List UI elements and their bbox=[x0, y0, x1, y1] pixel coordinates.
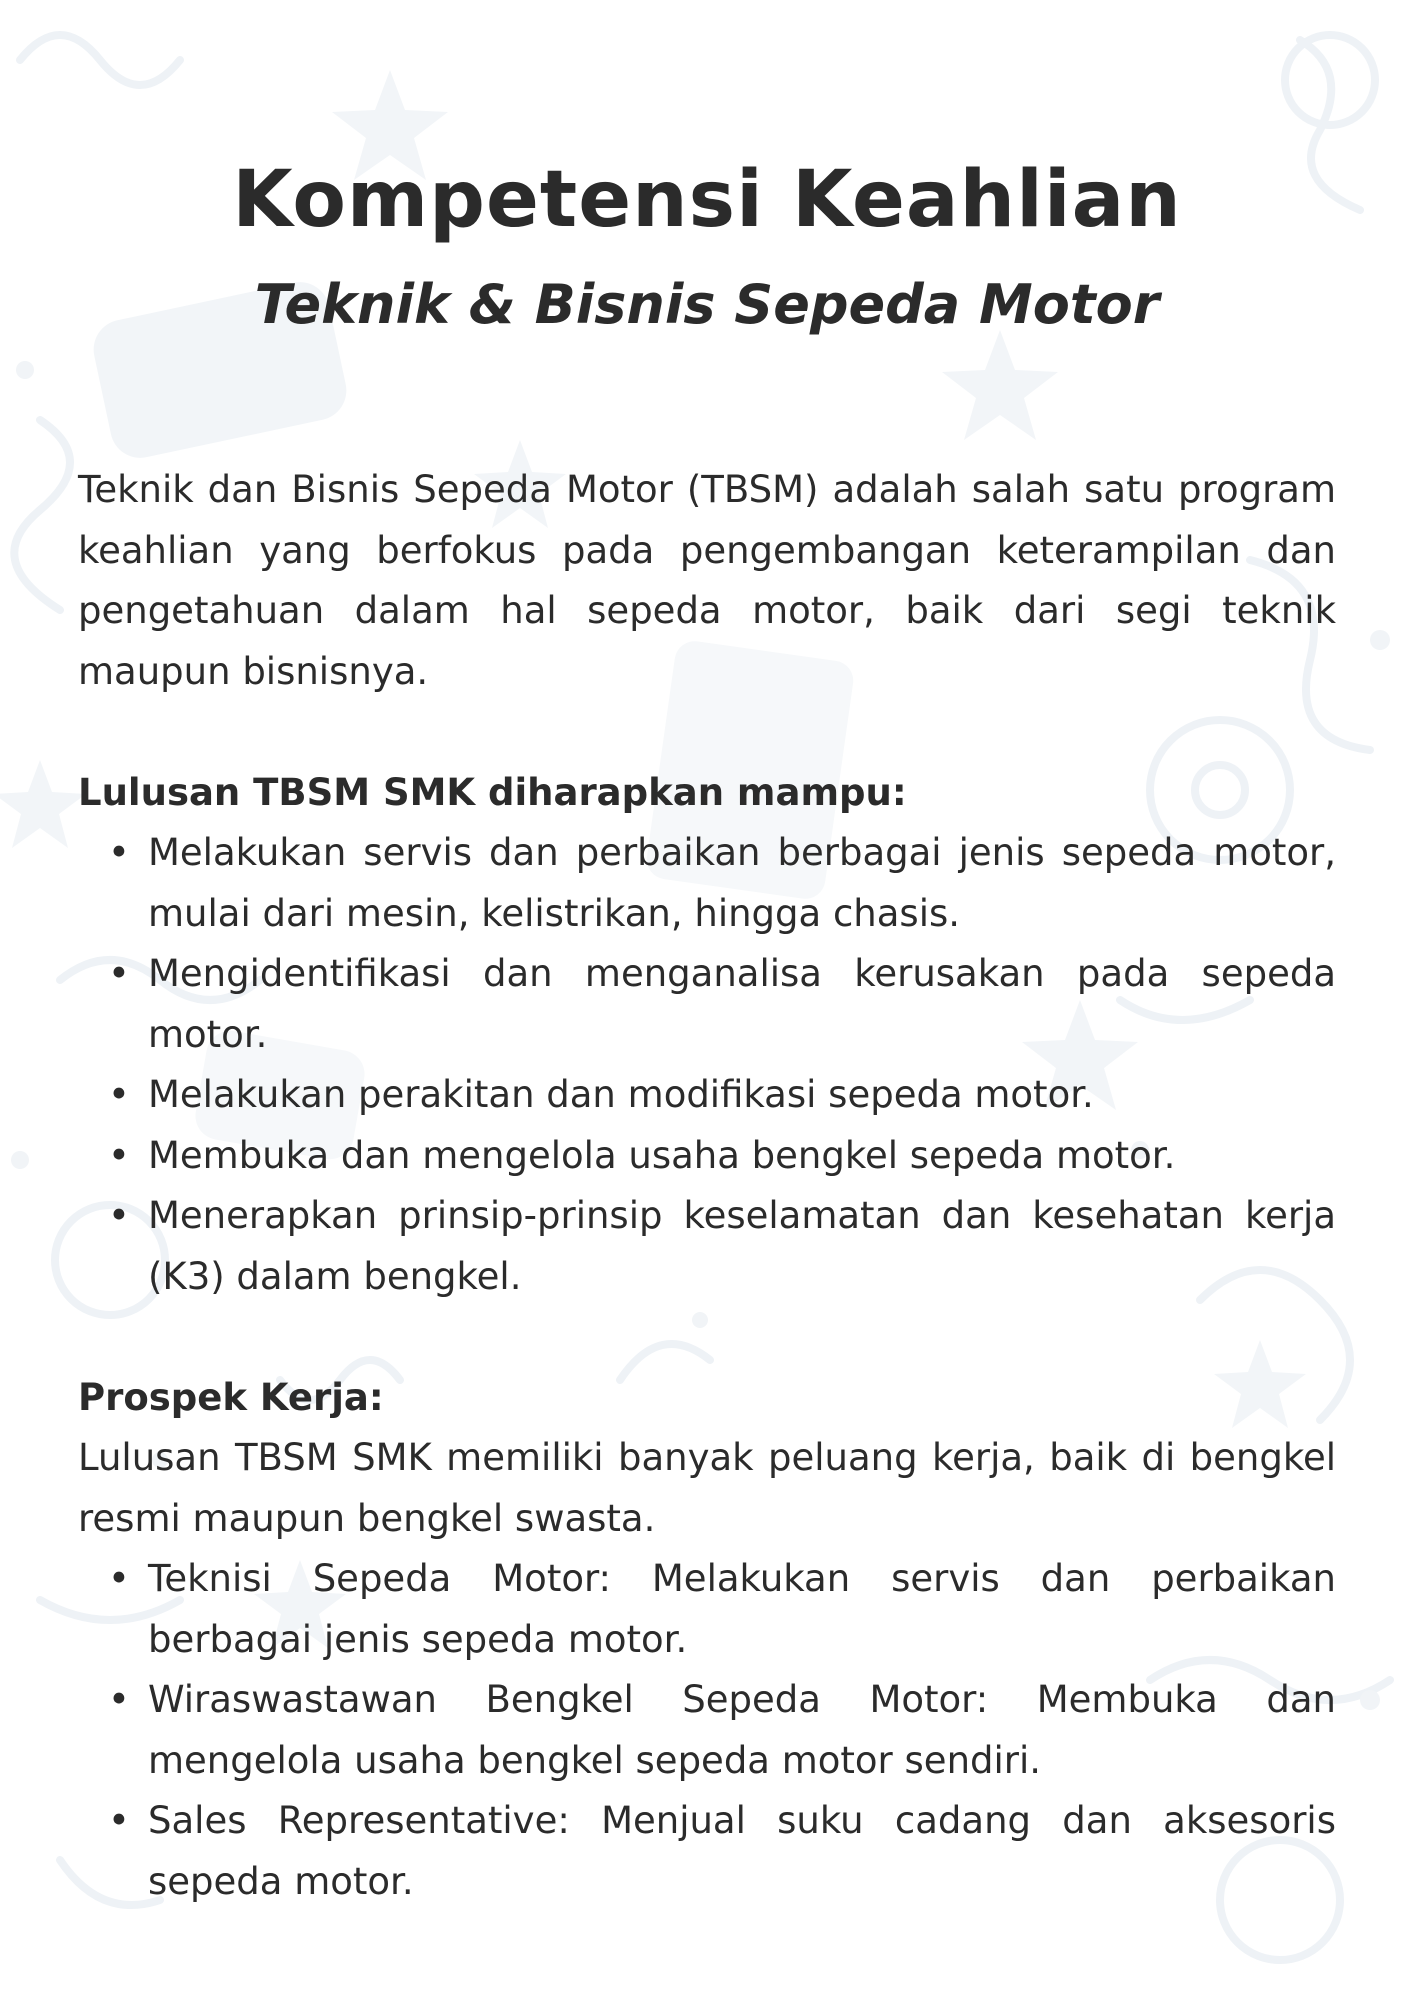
list-item-text: Menerapkan prinsip-prinsip keselamatan dan kesehatan kerja (K3) dalam bengkel. bbox=[148, 1194, 1336, 1298]
bullet-icon: • bbox=[108, 952, 130, 995]
spacer bbox=[78, 702, 1336, 763]
list-item bbox=[78, 1065, 1336, 1126]
bullet-icon: • bbox=[108, 1073, 130, 1116]
bullet-icon: • bbox=[108, 1133, 130, 1177]
bullet-icon: • bbox=[108, 1678, 130, 1721]
document-body bbox=[78, 460, 1336, 1912]
list-item-text: Wiraswastawan Bengkel Sepeda Motor: Membuka dan mengelola usaha bengkel sepeda motor sendiri. bbox=[148, 1678, 1336, 1782]
list-item-text: Mengidentifikasi dan menganalisa kerusakan pada sepeda motor. bbox=[148, 952, 1336, 1056]
list-item-text: Teknisi Sepeda Motor: Melakukan servis dan perbaikan berbagai jenis sepeda motor. bbox=[148, 1557, 1336, 1661]
list-item-text: Membuka dan mengelola usaha bengkel sepeda motor. bbox=[148, 1133, 1176, 1177]
list-item bbox=[78, 1186, 1336, 1307]
prospects-list bbox=[78, 1549, 1336, 1912]
prospects-intro: Lulusan TBSM SMK memiliki banyak peluang kerja, baik di bengkel resmi maupun bengkel swasta. bbox=[78, 1436, 1336, 1540]
bullet-icon: • bbox=[108, 1557, 130, 1600]
skills-heading: Lulusan TBSM SMK diharapkan mampu: bbox=[78, 770, 907, 814]
bullet-icon: • bbox=[108, 1194, 130, 1237]
list-item bbox=[78, 1670, 1336, 1791]
list-item bbox=[78, 1126, 1336, 1187]
skills-list bbox=[78, 823, 1336, 1307]
page-subtitle: Teknik & Bisnis Sepeda Motor bbox=[254, 273, 1160, 336]
list-item bbox=[78, 1791, 1336, 1912]
spacer bbox=[78, 1307, 1336, 1368]
bullet-icon: • bbox=[108, 1799, 130, 1842]
list-item bbox=[78, 944, 1336, 1065]
list-item-text: Sales Representative: Menjual suku cadang dan aksesoris sepeda motor. bbox=[148, 1799, 1336, 1903]
list-item-text: Melakukan servis dan perbaikan berbagai jenis sepeda motor, mulai dari mesin, kelistrikan, hingga chasis. bbox=[148, 831, 1336, 935]
page-title: Kompetensi Keahlian bbox=[232, 155, 1182, 245]
bullet-icon: • bbox=[108, 831, 130, 874]
list-item bbox=[78, 1549, 1336, 1670]
list-item bbox=[78, 823, 1336, 944]
prospects-heading: Prospek Kerja: bbox=[78, 1375, 384, 1419]
intro-paragraph: Teknik dan Bisnis Sepeda Motor (TBSM) adalah salah satu program keahlian yang berfokus pada pengembangan keterampilan dan pengetahuan dalam hal sepeda motor, baik dari segi teknik maupun bisnisnya. bbox=[78, 468, 1336, 693]
list-item-text: Melakukan perakitan dan modifikasi sepeda motor. bbox=[148, 1073, 1094, 1116]
